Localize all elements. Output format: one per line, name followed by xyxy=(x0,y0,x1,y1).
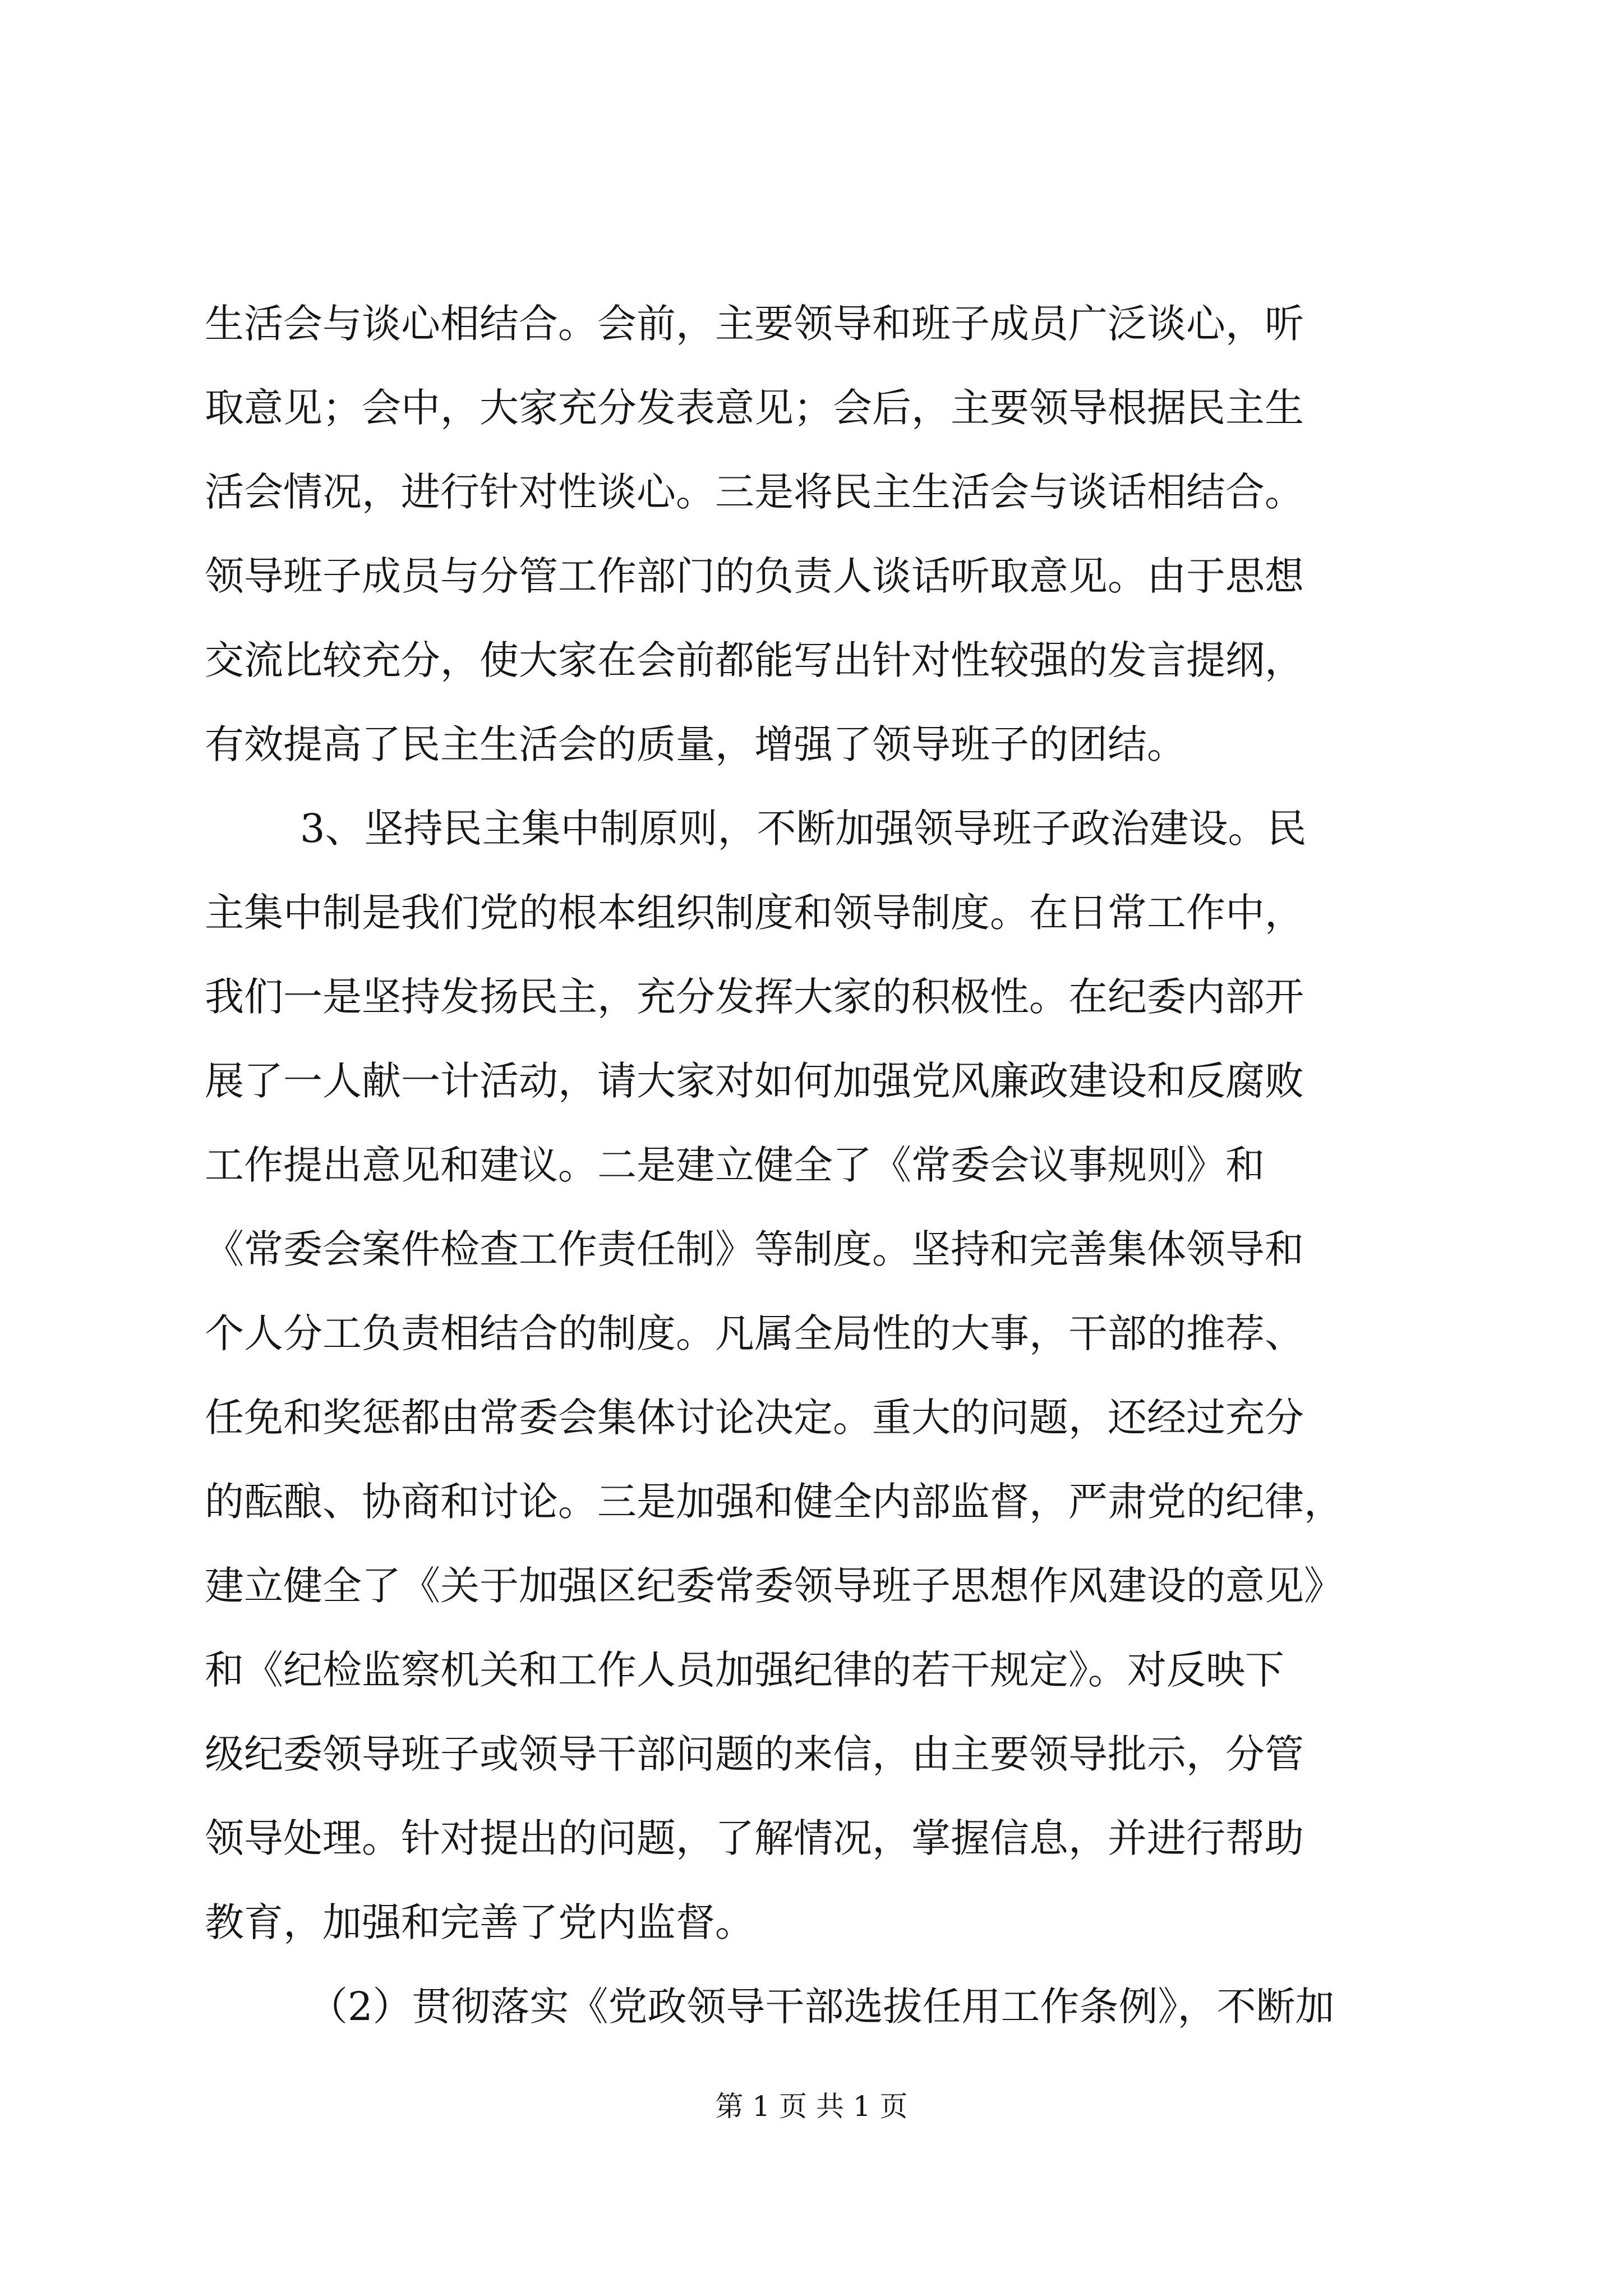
text-line: 活会情况，进行针对性谈心。三是将民主生活会与谈话相结合。 xyxy=(205,469,1304,515)
text-line: 展了一人献一计活动，请大家对如何加强党风廉政建设和反腐败 xyxy=(205,1058,1304,1104)
text-line: 主集中制是我们党的根本组织制度和领导制度。在日常工作中， xyxy=(205,890,1304,936)
text-line: 我们一是坚持发扬民主，充分发挥大家的积极性。在纪委内部开 xyxy=(205,974,1304,1020)
text-line: 个人分工负责相结合的制度。凡属全局性的大事，干部的推荐、 xyxy=(205,1310,1304,1356)
text-line: 有效提高了民主生活会的质量，增强了领导班子的团结。 xyxy=(205,721,1186,767)
page-footer: 第 1 页 共 1 页 xyxy=(715,2090,908,2123)
text-line: 生活会与谈心相结合。会前，主要领导和班子成员广泛谈心，听 xyxy=(205,301,1304,347)
text-line: 领导班子成员与分管工作部门的负责人谈话听取意见。由于思想 xyxy=(205,553,1304,599)
text-line: 教育，加强和完善了党内监督。 xyxy=(205,1899,754,1945)
text-line: 任免和奖惩都由常委会集体讨论决定。重大的问题，还经过充分 xyxy=(205,1395,1304,1441)
text-line: 的酝酿、协商和讨论。三是加强和健全内部监督，严肃党的纪律， xyxy=(205,1479,1343,1525)
text-line: （2）贯彻落实《党政领导干部选拔任用工作条例》，不断加 xyxy=(308,1984,1335,2030)
text-line: 交流比较充分，使大家在会前都能写出针对性较强的发言提纲， xyxy=(205,637,1304,683)
text-line: 3、坚持民主集中制原则，不断加强领导班子政治建设。民 xyxy=(300,806,1307,852)
text-line: 领导处理。针对提出的问题，了解情况，掌握信息，并进行帮助 xyxy=(205,1815,1304,1861)
text-line: 和《纪检监察机关和工作人员加强纪律的若干规定》。对反映下 xyxy=(205,1647,1284,1693)
text-line: 取意见；会中，大家充分发表意见；会后，主要领导根据民主生 xyxy=(205,385,1304,431)
text-line: 级纪委领导班子或领导干部问题的来信，由主要领导批示，分管 xyxy=(205,1731,1304,1777)
text-line: 建立健全了《关于加强区纪委常委领导班子思想作风建设的意见》 xyxy=(205,1563,1343,1609)
text-line: 《常委会案件检查工作责任制》等制度。坚持和完善集体领导和 xyxy=(205,1226,1304,1272)
text-line: 工作提出意见和建议。二是建立健全了《常委会议事规则》和 xyxy=(205,1142,1265,1188)
